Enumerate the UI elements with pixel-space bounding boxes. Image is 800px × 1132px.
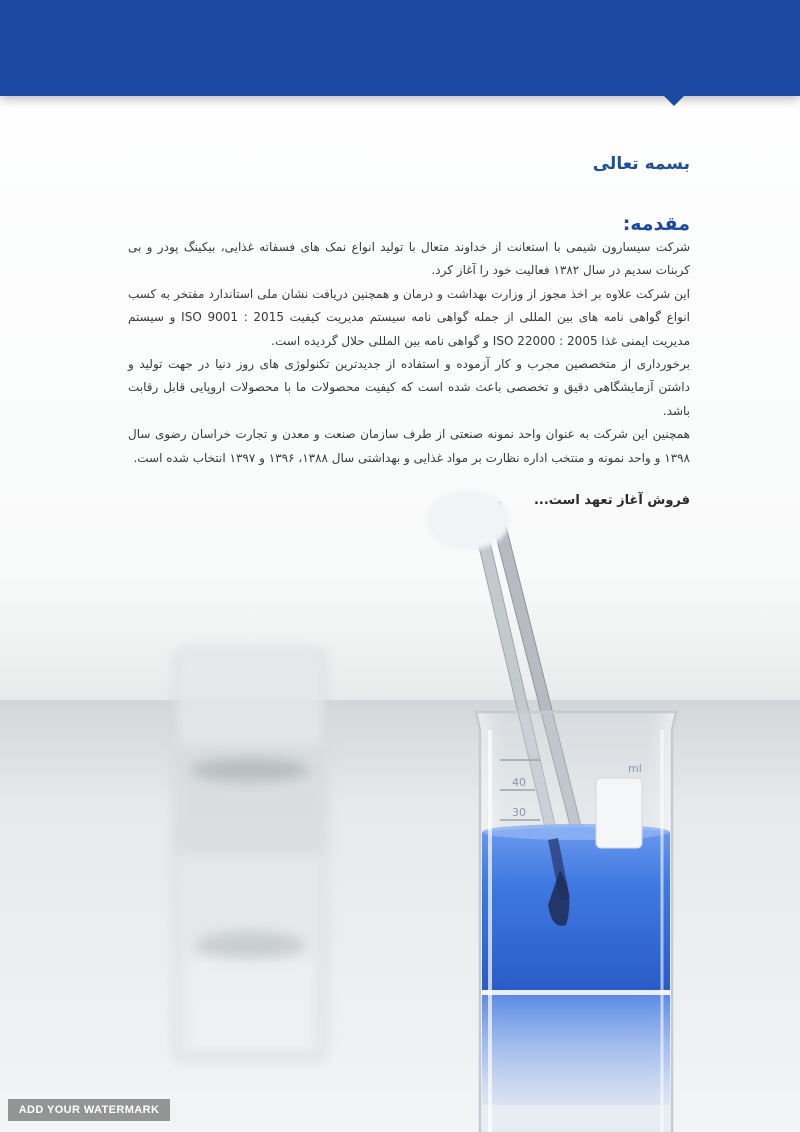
salutation-heading: بسمه تعالی [592,154,690,174]
closing-slogan: فروش آغاز تعهد است... [533,493,690,509]
intro-content [128,150,690,514]
watermark-label: ADD YOUR WATERMARK [8,1099,170,1121]
intro-heading: مقدمه: [622,213,690,235]
intro-paragraph-4: همچنین این شرکت به عنوان واحد نمونه صنعتی از طرف سازمان صنعت و معدن و تجارت خراسان رضوی سال ۱۳۹۸ و واحد نمونه و منتخب اداره نظارت بر مواد غذایی و بهداشتی سال ۱۳۸۸، ۱۳۹۶ و ۱۳۹۷ انتخاب شده است. [128,427,690,465]
beaker-marking-ml: ml [628,762,642,775]
beaker-marking-40: 40 [512,776,526,789]
header-bar [0,0,800,96]
beaker-marking-30: 30 [512,806,526,819]
intro-paragraph-2: این شرکت علاوه بر اخذ مجوز از وزارت بهداشت و درمان و همچنین دریافت نشان ملی استاندارد مفتخر به کسب انواع گواهی نامه های بین المللی از جمله گواهی نامه سیستم مدیریت کیفیت ISO 9001 : 2015 و سیستم مدیریت ایمنی غذا ISO 22000 : 2005 و گواهی نامه بین المللی حلال گردیده است. [128,286,691,348]
intro-paragraph-1: شرکت سیسارون شیمی با استعانت از خداوند متعال با تولید انواع نمک های فسفاته غذایی، بیکینگ پودر و بی کربنات سدیم در سال ۱۳۸۲ فعالیت خود را آغاز کرد. [128,240,690,278]
header-notch-arrow [662,94,686,106]
intro-paragraph-3: برخورداری از متخصصین مجرب و کار آزموده و استفاده از جدیدترین تکنولوژی های روز دنیا در جهت تولید و داشتن آزمایشگاهی دقیق و تخصصی باعث شده است که کیفیت محصولات ما با محصولات اروپایی قابل رقابت باشد. [128,357,690,418]
